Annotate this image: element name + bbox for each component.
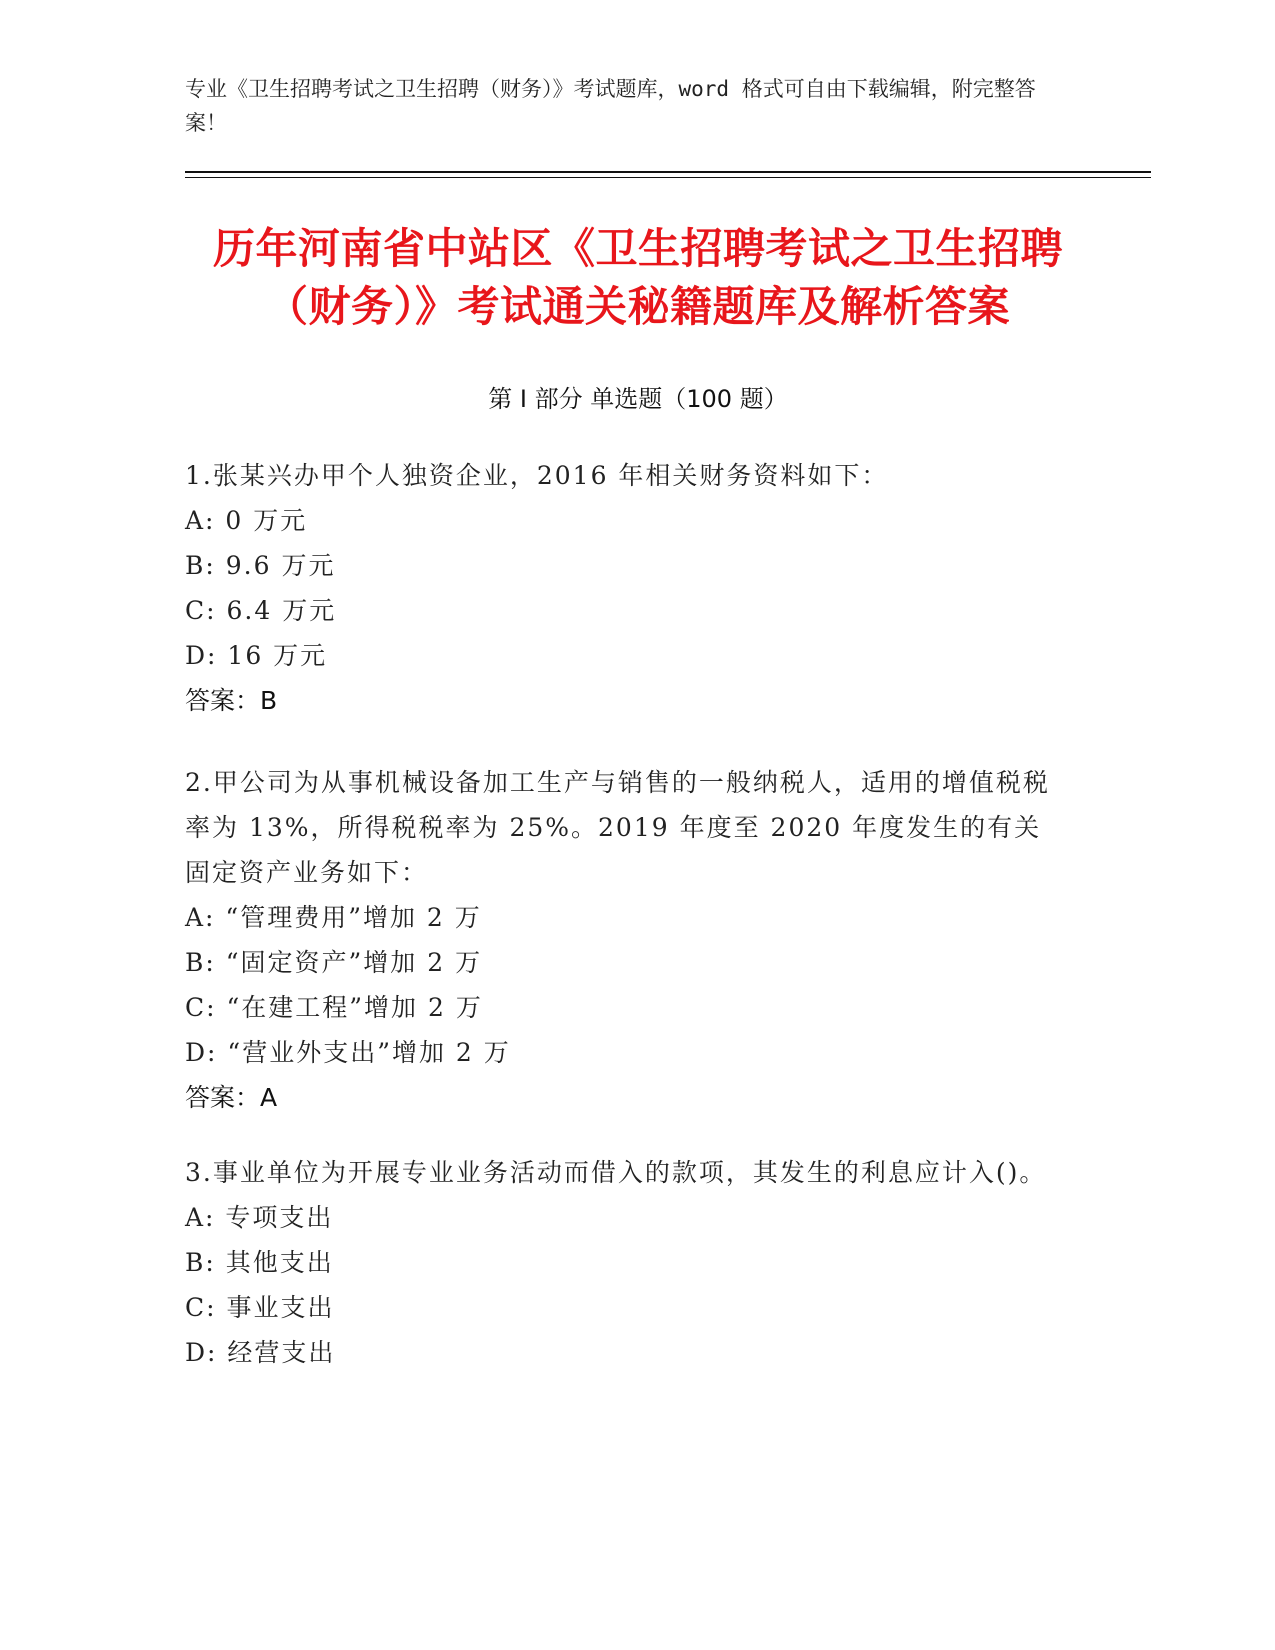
- header-divider-top: [185, 171, 1151, 173]
- option-d: D: 经营支出: [185, 1338, 336, 1367]
- option-b: B: 9.6 万元: [185, 551, 336, 580]
- option-d: D: 16 万元: [185, 641, 328, 670]
- option-a: A: “管理费用”增加 2 万: [185, 903, 482, 932]
- question-stem: 3.事业单位为开展专业业务活动而借入的款项，其发生的利息应计入()。: [185, 1158, 1047, 1187]
- answer-label: 答案：A: [185, 1083, 278, 1112]
- option-a: A: 专项支出: [185, 1203, 334, 1232]
- answer-label: 答案：B: [185, 686, 278, 715]
- question-2: [185, 760, 1065, 1120]
- document-title: 历年河南省中站区《卫生招聘考试之卫生招聘（财务）》考试通关秘籍题库及解析答案: [212, 224, 1063, 331]
- option-b: B: “固定资产”增加 2 万: [185, 948, 483, 977]
- question-3: [185, 1150, 1065, 1375]
- option-d: D: “营业外支出”增加 2 万: [185, 1038, 511, 1067]
- question-1: [185, 453, 1065, 723]
- header-divider-bottom: [185, 177, 1151, 178]
- option-c: C: 6.4 万元: [185, 596, 337, 625]
- option-b: B: 其他支出: [185, 1248, 334, 1277]
- question-stem: 1.张某兴办甲个人独资企业，2016 年相关财务资料如下：: [185, 461, 889, 490]
- section-title: 第 I 部分 单选题（100 题）: [488, 385, 788, 413]
- option-c: C: 事业支出: [185, 1293, 335, 1322]
- option-a: A: 0 万元: [185, 506, 308, 535]
- question-stem: 2.甲公司为从事机械设备加工生产与销售的一般纳税人，适用的增值税税率为 13%，所得税税率为 25%。2019 年度至 2020 年度发生的有关固定资产业务如下：: [185, 768, 1050, 887]
- option-c: C: “在建工程”增加 2 万: [185, 993, 483, 1022]
- header-note: 专业《卫生招聘考试之卫生招聘（财务）》考试题库，word 格式可自由下载编辑，附完整答案！: [185, 77, 1036, 135]
